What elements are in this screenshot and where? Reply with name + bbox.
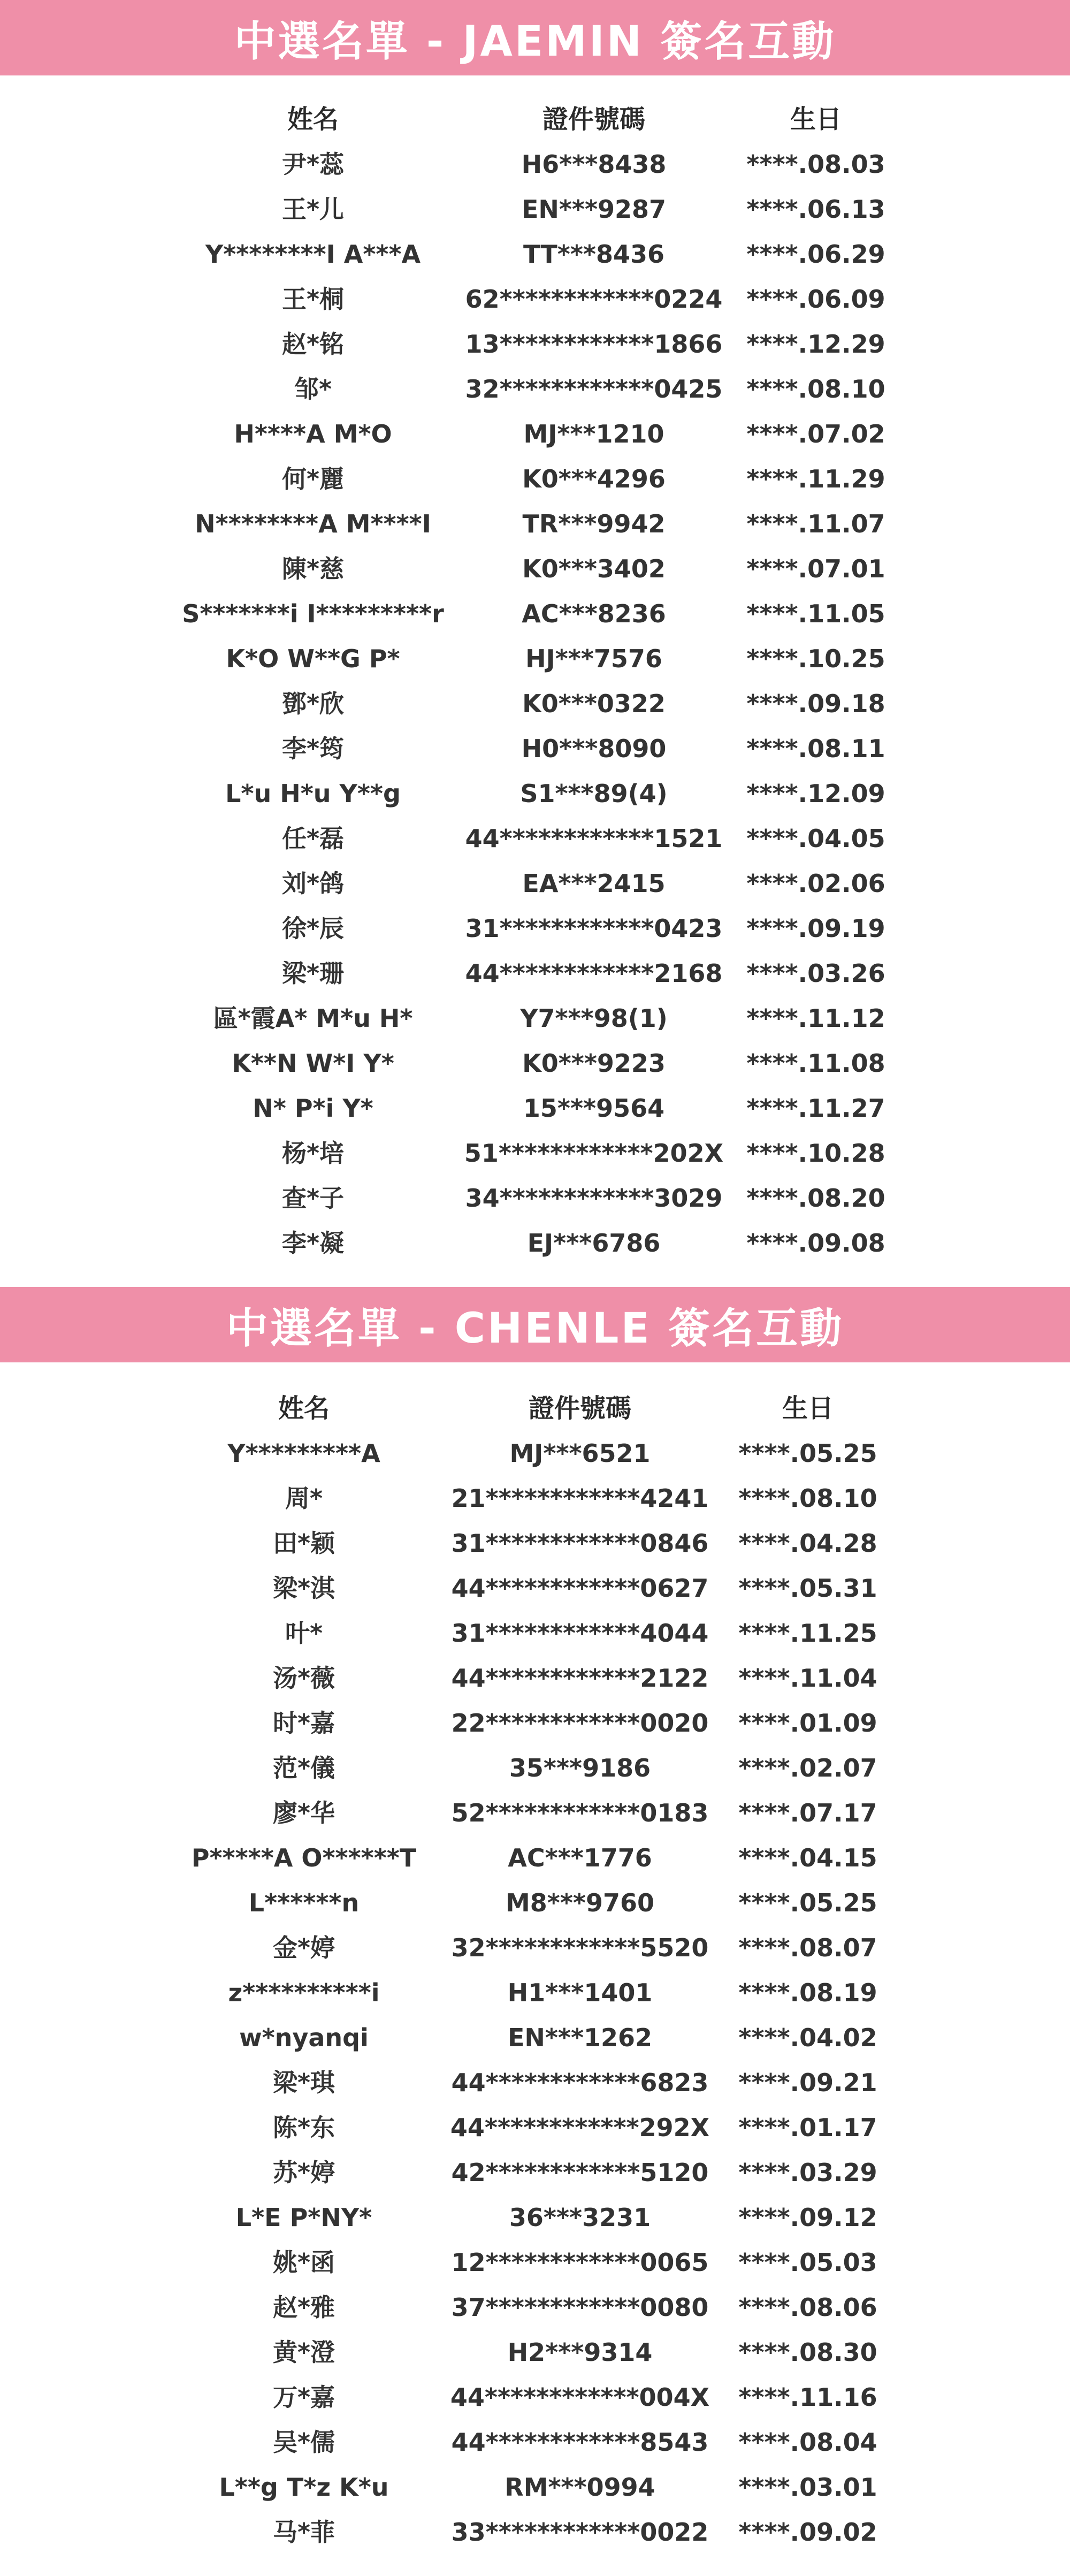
name-cell: 邹* <box>294 375 332 403</box>
birthday-cell: ****.09.19 <box>746 914 885 943</box>
birthday-cell: ****.12.09 <box>746 779 885 808</box>
name-cell: 梁*珊 <box>281 959 345 988</box>
table-row <box>0 726 1070 771</box>
table-row <box>0 2420 1070 2465</box>
birthday-cell: ****.08.10 <box>738 1484 877 1513</box>
table-row <box>0 1041 1070 1086</box>
name-cell: 梁*琪 <box>272 2068 335 2097</box>
birthday-cell: ****.02.06 <box>746 869 885 898</box>
name-cell: 叶* <box>285 1619 323 1648</box>
birthday-cell: ****.04.15 <box>738 1843 877 1872</box>
birthday-cell: ****.06.29 <box>746 240 885 269</box>
id-number-cell: AC***1776 <box>508 1843 652 1872</box>
table-row <box>0 1611 1070 1656</box>
table-row <box>0 771 1070 816</box>
table-row <box>0 1431 1070 1476</box>
name-cell: 万*嘉 <box>272 2383 335 2412</box>
chenle-section <box>0 1287 1070 2547</box>
id-number-cell: H0***8090 <box>521 734 667 763</box>
table-row <box>0 1221 1070 1266</box>
birthday-cell: ****.09.02 <box>738 2518 877 2547</box>
name-cell: 汤*薇 <box>272 1664 335 1693</box>
name-cell: 周* <box>285 1484 323 1513</box>
id-number-cell: K0***9223 <box>522 1049 666 1078</box>
birthday-cell: ****.09.18 <box>746 689 885 718</box>
table-row <box>0 2465 1070 2510</box>
birthday-cell: ****.11.29 <box>746 464 885 493</box>
birthday-cell: ****.02.07 <box>738 1754 877 1782</box>
birthday-cell: ****.09.12 <box>738 2203 877 2232</box>
name-cell: 鄧*欣 <box>281 689 345 718</box>
name-cell: 區*霞A* M*u H* <box>213 1004 413 1033</box>
birthday-cell: ****.07.02 <box>746 420 885 448</box>
id-number-cell: S1***89(4) <box>520 779 668 808</box>
id-number-cell: 44************2122 <box>451 1664 709 1693</box>
name-cell: 李*筠 <box>281 734 345 763</box>
birthday-cell: ****.11.27 <box>746 1094 885 1123</box>
birthday-cell: ****.11.08 <box>746 1049 885 1078</box>
table-row <box>0 411 1070 456</box>
name-cell: L******n <box>248 1888 360 1917</box>
birthday-cell: ****.08.11 <box>746 734 885 763</box>
id-number-cell: 15***9564 <box>523 1094 665 1123</box>
id-number-cell: 32************5520 <box>451 1933 709 1962</box>
winners-table <box>0 97 1070 1266</box>
name-cell: L**g T*z K*u <box>219 2473 389 2502</box>
name-cell: 廖*华 <box>272 1798 335 1827</box>
id-number-cell: 22************0020 <box>451 1709 709 1737</box>
id-number-cell: 31************4044 <box>451 1619 709 1648</box>
header-birthday: 生日 <box>790 104 842 134</box>
table-row <box>0 456 1070 501</box>
birthday-cell: ****.06.13 <box>746 195 885 224</box>
table-row <box>0 2285 1070 2330</box>
table-header-row <box>0 1386 1070 1431</box>
name-cell: 杨*培 <box>281 1139 345 1168</box>
table-row <box>0 636 1070 681</box>
table-row <box>0 2330 1070 2375</box>
birthday-cell: ****.11.05 <box>746 599 885 628</box>
name-cell: 李*凝 <box>281 1229 345 1257</box>
table-row <box>0 2150 1070 2195</box>
table-row <box>0 906 1070 951</box>
birthday-cell: ****.08.03 <box>746 150 885 179</box>
section-banner <box>0 0 1070 75</box>
table-row <box>0 1835 1070 1880</box>
name-cell: S*******i I*********r <box>182 599 444 628</box>
birthday-cell: ****.01.09 <box>738 1709 877 1737</box>
table-row <box>0 1970 1070 2015</box>
birthday-cell: ****.08.10 <box>746 375 885 403</box>
id-number-cell: H1***1401 <box>507 1978 653 2007</box>
id-number-cell: Y7***98(1) <box>520 1004 668 1033</box>
table-row <box>0 951 1070 996</box>
id-number-cell: 31************0846 <box>451 1529 709 1558</box>
name-cell: 任*磊 <box>281 824 345 853</box>
table-row <box>0 1476 1070 1521</box>
table-row <box>0 2195 1070 2240</box>
table-row <box>0 232 1070 277</box>
birthday-cell: ****.08.07 <box>738 1933 877 1962</box>
header-name: 姓名 <box>278 1393 330 1423</box>
section-banner <box>0 1287 1070 1362</box>
id-number-cell: K0***3402 <box>522 554 666 583</box>
name-cell: 范*儀 <box>272 1754 335 1782</box>
birthday-cell: ****.12.29 <box>746 330 885 359</box>
id-number-cell: 36***3231 <box>509 2203 651 2232</box>
birthday-cell: ****.08.20 <box>746 1184 885 1213</box>
birthday-cell: ****.11.12 <box>746 1004 885 1033</box>
id-number-cell: EJ***6786 <box>527 1229 661 1257</box>
table-row <box>0 501 1070 546</box>
table-row <box>0 2375 1070 2420</box>
name-cell: Y*********A <box>227 1439 380 1468</box>
table-row <box>0 816 1070 861</box>
id-number-cell: RM***0994 <box>505 2473 655 2502</box>
id-number-cell: 35***9186 <box>509 1754 651 1782</box>
table-row <box>0 2015 1070 2060</box>
id-number-cell: 34************3029 <box>465 1184 723 1213</box>
id-number-cell: 31************0423 <box>465 914 723 943</box>
header-id-number: 證件號碼 <box>542 104 645 134</box>
id-number-cell: 52************0183 <box>451 1798 709 1827</box>
id-number-cell: 21************4241 <box>451 1484 709 1513</box>
birthday-cell: ****.07.01 <box>746 554 885 583</box>
name-cell: w*nyanqi <box>239 2023 369 2052</box>
birthday-cell: ****.04.05 <box>746 824 885 853</box>
id-number-cell: TR***9942 <box>522 509 666 538</box>
id-number-cell: 44************004X <box>450 2383 710 2412</box>
id-number-cell: TT***8436 <box>523 240 664 269</box>
birthday-cell: ****.03.29 <box>738 2158 877 2187</box>
id-number-cell: K0***0322 <box>522 689 666 718</box>
table-header-row <box>0 97 1070 142</box>
table-row <box>0 861 1070 906</box>
birthday-cell: ****.11.25 <box>738 1619 877 1648</box>
header-birthday: 生日 <box>782 1393 834 1423</box>
table-row <box>0 1521 1070 1566</box>
id-number-cell: 13************1866 <box>465 330 723 359</box>
birthday-cell: ****.05.25 <box>738 1888 877 1917</box>
birthday-cell: ****.11.04 <box>738 1664 877 1693</box>
name-cell: 尹*蕊 <box>281 150 345 179</box>
name-cell: z**********i <box>228 1978 380 2007</box>
id-number-cell: MJ***6521 <box>509 1439 651 1468</box>
name-cell: K**N W*I Y* <box>232 1049 394 1078</box>
name-cell: 查*子 <box>281 1184 345 1213</box>
name-cell: H****A M*O <box>234 420 392 448</box>
id-number-cell: H6***8438 <box>521 150 667 179</box>
name-cell: N* P*i Y* <box>253 1094 373 1123</box>
id-number-cell: 33************0022 <box>451 2518 709 2547</box>
table-row <box>0 681 1070 726</box>
birthday-cell: ****.03.26 <box>746 959 885 988</box>
jaemin-section <box>0 0 1070 1257</box>
name-cell: 徐*辰 <box>281 914 345 943</box>
table-row <box>0 2105 1070 2150</box>
id-number-cell: 12************0065 <box>451 2248 709 2277</box>
birthday-cell: ****.07.17 <box>738 1798 877 1827</box>
id-number-cell: 44************1521 <box>465 824 723 853</box>
table-row <box>0 322 1070 367</box>
id-number-cell: MJ***1210 <box>523 420 664 448</box>
birthday-cell: ****.08.30 <box>738 2338 877 2367</box>
birthday-cell: ****.05.25 <box>738 1439 877 1468</box>
name-cell: N********A M****I <box>195 509 431 538</box>
birthday-cell: ****.03.01 <box>738 2473 877 2502</box>
name-cell: L*u H*u Y**g <box>225 779 401 808</box>
id-number-cell: EA***2415 <box>522 869 666 898</box>
id-number-cell: H2***9314 <box>507 2338 653 2367</box>
table-row <box>0 996 1070 1041</box>
id-number-cell: EN***9287 <box>521 195 667 224</box>
birthday-cell: ****.08.06 <box>738 2293 877 2322</box>
section-title: 中選名單 - JAEMIN 簽名互動 <box>234 17 836 66</box>
name-cell: 吴*儒 <box>272 2428 335 2457</box>
table-row <box>0 187 1070 232</box>
id-number-cell: 44************292X <box>450 2113 710 2142</box>
table-row <box>0 1880 1070 1925</box>
birthday-cell: ****.05.31 <box>738 1574 877 1603</box>
birthday-cell: ****.06.09 <box>746 285 885 314</box>
name-cell: 陳*慈 <box>281 554 345 583</box>
table-row <box>0 2060 1070 2105</box>
name-cell: 赵*雅 <box>272 2293 335 2322</box>
name-cell: L*E P*NY* <box>235 2203 372 2232</box>
table-row <box>0 1656 1070 1701</box>
birthday-cell: ****.08.19 <box>738 1978 877 2007</box>
table-row <box>0 1086 1070 1131</box>
birthday-cell: ****.04.02 <box>738 2023 877 2052</box>
id-number-cell: M8***9760 <box>506 1888 654 1917</box>
name-cell: 刘*鸽 <box>281 869 345 898</box>
id-number-cell: 37************0080 <box>451 2293 709 2322</box>
table-row <box>0 1925 1070 1970</box>
table-row <box>0 1176 1070 1221</box>
birthday-cell: ****.01.17 <box>738 2113 877 2142</box>
birthday-cell: ****.10.28 <box>746 1139 885 1168</box>
id-number-cell: 44************2168 <box>465 959 723 988</box>
name-cell: 时*嘉 <box>272 1709 335 1737</box>
birthday-cell: ****.11.07 <box>746 509 885 538</box>
id-number-cell: 32************0425 <box>465 375 723 403</box>
name-cell: 梁*淇 <box>272 1574 335 1603</box>
id-number-cell: 44************8543 <box>451 2428 709 2457</box>
id-number-cell: AC***8236 <box>522 599 666 628</box>
table-row <box>0 367 1070 411</box>
table-row <box>0 142 1070 187</box>
id-number-cell: 62************0224 <box>465 285 723 314</box>
section-title: 中選名單 - CHENLE 簽名互動 <box>226 1304 844 1353</box>
table-row <box>0 2510 1070 2555</box>
name-cell: K*O W**G P* <box>226 644 400 673</box>
id-number-cell: HJ***7576 <box>525 644 662 673</box>
id-number-cell: 42************5120 <box>451 2158 709 2187</box>
table-row <box>0 277 1070 322</box>
name-cell: 黄*澄 <box>272 2338 335 2367</box>
id-number-cell: K0***4296 <box>522 464 666 493</box>
birthday-cell: ****.05.03 <box>738 2248 877 2277</box>
birthday-cell: ****.10.25 <box>746 644 885 673</box>
header-name: 姓名 <box>287 104 339 134</box>
name-cell: 王*桐 <box>281 285 345 314</box>
table-row <box>0 1566 1070 1611</box>
name-cell: 姚*函 <box>272 2248 335 2277</box>
id-number-cell: 44************6823 <box>451 2068 709 2097</box>
table-row <box>0 2240 1070 2285</box>
name-cell: Y********I A***A <box>205 240 421 269</box>
name-cell: 王*儿 <box>281 195 345 224</box>
table-row <box>0 1701 1070 1746</box>
table-row <box>0 1790 1070 1835</box>
table-row <box>0 1746 1070 1790</box>
header-id-number: 證件號碼 <box>528 1393 631 1423</box>
table-row <box>0 591 1070 636</box>
table-row <box>0 1131 1070 1176</box>
name-cell: 苏*婷 <box>272 2158 335 2187</box>
id-number-cell: 51************202X <box>464 1139 724 1168</box>
birthday-cell: ****.08.04 <box>738 2428 877 2457</box>
name-cell: 何*麗 <box>281 464 345 493</box>
name-cell: 陈*东 <box>272 2113 335 2142</box>
id-number-cell: 44************0627 <box>451 1574 709 1603</box>
id-number-cell: EN***1262 <box>507 2023 653 2052</box>
birthday-cell: ****.09.21 <box>738 2068 877 2097</box>
name-cell: 马*菲 <box>272 2518 335 2547</box>
name-cell: P*****A O******T <box>191 1843 417 1872</box>
winners-table <box>0 1386 1070 2555</box>
birthday-cell: ****.09.08 <box>746 1229 885 1257</box>
name-cell: 金*婷 <box>272 1933 335 1962</box>
table-row <box>0 546 1070 591</box>
name-cell: 赵*铭 <box>281 330 345 359</box>
birthday-cell: ****.04.28 <box>738 1529 877 1558</box>
name-cell: 田*颖 <box>272 1529 335 1558</box>
birthday-cell: ****.11.16 <box>738 2383 877 2412</box>
